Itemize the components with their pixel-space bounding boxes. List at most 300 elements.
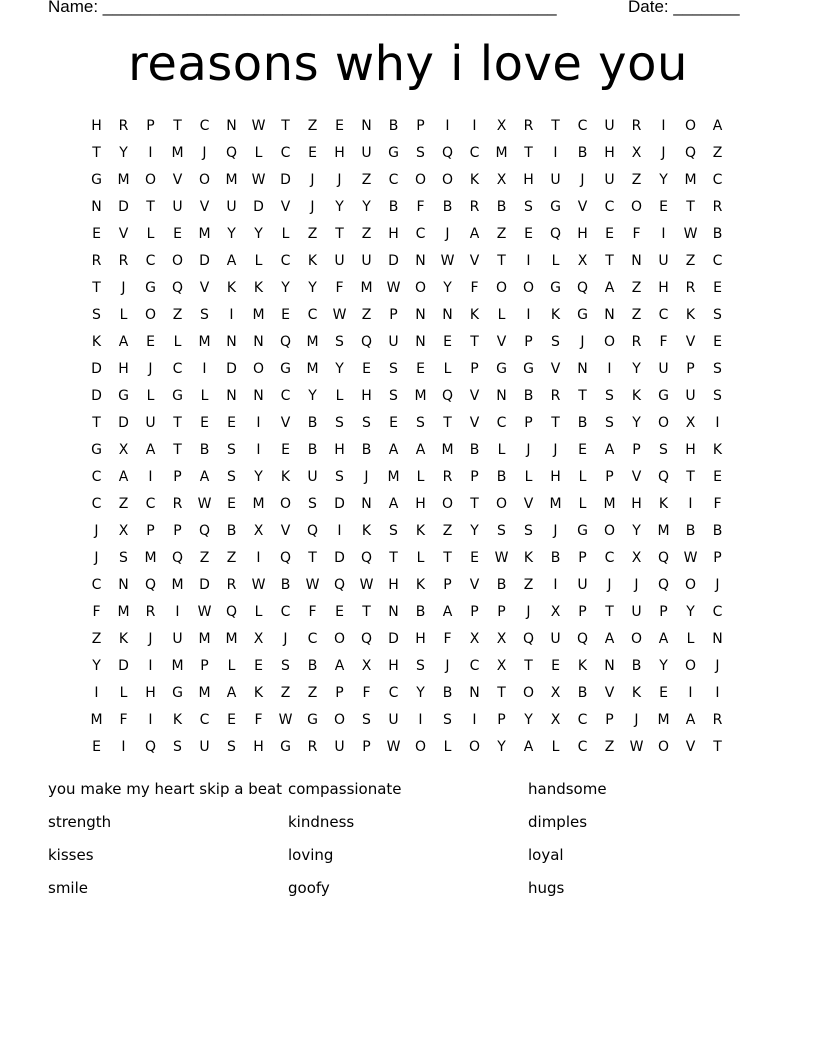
- grid-cell: L: [443, 361, 452, 377]
- grid-cell: P: [146, 523, 155, 539]
- grid-cell: U: [172, 631, 183, 647]
- grid-cell: M: [198, 685, 211, 701]
- grid-cell: P: [173, 469, 182, 485]
- grid-cell: Y: [659, 172, 668, 188]
- grid-cell: W: [440, 253, 455, 269]
- grid-cell: P: [578, 604, 587, 620]
- grid-cell: V: [469, 415, 480, 431]
- grid-cell: C: [199, 118, 210, 134]
- grid-cell: G: [577, 523, 588, 539]
- grid-cell: G: [172, 388, 183, 404]
- grid-cell: C: [388, 685, 399, 701]
- grid-cell: C: [712, 253, 723, 269]
- grid-cell: G: [388, 145, 399, 161]
- grid-cell: Z: [91, 631, 102, 647]
- grid-cell: K: [685, 307, 696, 323]
- grid-cell: Q: [549, 226, 562, 242]
- grid-cell: T: [173, 415, 182, 431]
- grid-cell: Y: [254, 226, 263, 242]
- grid-cell: N: [226, 118, 237, 134]
- grid-cell: X: [685, 415, 696, 431]
- grid-cell: I: [661, 118, 666, 134]
- grid-cell: U: [172, 199, 183, 215]
- word-list-item: smile: [48, 879, 88, 897]
- grid-row: [83, 653, 731, 680]
- grid-cell: W: [251, 172, 266, 188]
- grid-row: [83, 572, 731, 599]
- grid-cell: V: [469, 388, 480, 404]
- grid-cell: D: [388, 253, 399, 269]
- grid-cell: V: [199, 199, 210, 215]
- grid-cell: S: [443, 712, 452, 728]
- grid-cell: B: [415, 604, 426, 620]
- word-list-item: kisses: [48, 846, 94, 864]
- grid-row: [83, 734, 731, 761]
- grid-cell: N: [226, 334, 237, 350]
- grid-cell: S: [497, 523, 506, 539]
- grid-cell: J: [661, 145, 666, 161]
- grid-cell: I: [175, 604, 180, 620]
- grid-cell: C: [280, 253, 291, 269]
- grid-cell: U: [658, 253, 669, 269]
- grid-cell: R: [91, 253, 102, 269]
- grid-cell: X: [496, 118, 507, 134]
- word-list: [48, 779, 768, 911]
- grid-cell: P: [578, 550, 587, 566]
- grid-cell: L: [524, 469, 533, 485]
- grid-cell: G: [145, 280, 156, 296]
- grid-cell: L: [254, 145, 263, 161]
- grid-cell: O: [522, 280, 535, 296]
- grid-cell: O: [684, 658, 697, 674]
- grid-cell: M: [360, 280, 373, 296]
- grid-cell: E: [389, 415, 398, 431]
- puzzle-title: reasons why i love you: [128, 36, 688, 92]
- grid-cell: E: [524, 226, 533, 242]
- grid-cell: C: [172, 361, 183, 377]
- grid-cell: S: [605, 388, 614, 404]
- grid-cell: B: [496, 199, 507, 215]
- grid-cell: F: [470, 280, 479, 296]
- grid-cell: N: [415, 253, 426, 269]
- grid-cell: K: [118, 631, 129, 647]
- grid-cell: C: [604, 550, 615, 566]
- grid-cell: Q: [441, 388, 454, 404]
- grid-cell: O: [630, 199, 643, 215]
- grid-cell: W: [251, 118, 266, 134]
- grid-cell: T: [578, 388, 587, 404]
- grid-cell: Z: [361, 172, 372, 188]
- grid-cell: I: [418, 712, 423, 728]
- grid-cell: U: [604, 118, 615, 134]
- grid-cell: J: [553, 523, 558, 539]
- grid-cell: H: [334, 442, 345, 458]
- grid-cell: A: [469, 226, 480, 242]
- grid-cell: C: [388, 172, 399, 188]
- word-list-row: [48, 878, 768, 911]
- grid-cell: Q: [171, 280, 184, 296]
- grid-cell: E: [713, 334, 722, 350]
- grid-cell: Y: [335, 199, 344, 215]
- grid-cell: L: [146, 388, 155, 404]
- grid-cell: S: [416, 415, 425, 431]
- grid-cell: O: [441, 496, 454, 512]
- grid-cell: A: [199, 469, 210, 485]
- grid-cell: M: [198, 631, 211, 647]
- grid-cell: U: [307, 469, 318, 485]
- grid-cell: E: [713, 469, 722, 485]
- grid-cell: B: [307, 442, 318, 458]
- grid-cell: F: [308, 604, 317, 620]
- grid-cell: K: [226, 280, 237, 296]
- grid-cell: O: [333, 712, 346, 728]
- grid-cell: G: [280, 739, 291, 755]
- grid-cell: M: [657, 523, 670, 539]
- grid-cell: T: [497, 685, 506, 701]
- grid-cell: I: [148, 658, 153, 674]
- grid-cell: J: [202, 145, 207, 161]
- grid-cell: U: [145, 415, 156, 431]
- grid-cell: W: [683, 226, 698, 242]
- grid-cell: W: [386, 739, 401, 755]
- grid-cell: Z: [199, 550, 210, 566]
- grid-cell: O: [630, 631, 643, 647]
- grid-cell: B: [307, 658, 318, 674]
- grid-cell: A: [226, 253, 237, 269]
- grid-cell: C: [280, 604, 291, 620]
- grid-cell: N: [442, 307, 453, 323]
- grid-cell: S: [173, 739, 182, 755]
- grid-cell: K: [415, 523, 426, 539]
- grid-cell: E: [200, 415, 209, 431]
- grid-cell: Q: [144, 739, 157, 755]
- grid-cell: I: [256, 442, 261, 458]
- grid-cell: I: [148, 469, 153, 485]
- grid-cell: K: [415, 577, 426, 593]
- grid-cell: N: [712, 631, 723, 647]
- grid-cell: O: [657, 415, 670, 431]
- grid-cell: O: [333, 631, 346, 647]
- grid-cell: M: [414, 388, 427, 404]
- grid-cell: H: [361, 388, 372, 404]
- grid-cell: X: [253, 523, 264, 539]
- grid-cell: I: [688, 685, 693, 701]
- grid-cell: T: [308, 550, 317, 566]
- name-field-label: Name: ________________________________________________: [48, 0, 557, 16]
- grid-cell: A: [388, 442, 399, 458]
- grid-cell: C: [145, 253, 156, 269]
- grid-cell: H: [685, 442, 696, 458]
- grid-cell: G: [550, 280, 561, 296]
- grid-cell: P: [605, 469, 614, 485]
- grid-cell: B: [550, 550, 561, 566]
- grid-cell: I: [256, 550, 261, 566]
- grid-cell: V: [496, 334, 507, 350]
- grid-cell: T: [470, 334, 479, 350]
- grid-cell: O: [171, 253, 184, 269]
- grid-cell: H: [658, 280, 669, 296]
- grid-cell: L: [416, 550, 425, 566]
- grid-cell: S: [524, 199, 533, 215]
- grid-cell: W: [494, 550, 509, 566]
- grid-cell: E: [254, 658, 263, 674]
- grid-cell: B: [496, 577, 507, 593]
- grid-cell: M: [252, 307, 265, 323]
- grid-cell: F: [362, 685, 371, 701]
- grid-cell: Z: [226, 550, 237, 566]
- grid-cell: S: [524, 523, 533, 539]
- grid-cell: F: [254, 712, 263, 728]
- grid-cell: R: [145, 604, 156, 620]
- grid-cell: T: [497, 253, 506, 269]
- grid-cell: M: [171, 145, 184, 161]
- grid-cell: E: [578, 442, 587, 458]
- grid-cell: H: [388, 226, 399, 242]
- grid-cell: J: [148, 631, 153, 647]
- grid-cell: M: [495, 145, 508, 161]
- grid-cell: H: [145, 685, 156, 701]
- grid-cell: O: [144, 307, 157, 323]
- grid-cell: P: [362, 739, 371, 755]
- grid-cell: C: [280, 145, 291, 161]
- grid-cell: Q: [225, 145, 238, 161]
- grid-cell: R: [172, 496, 183, 512]
- grid-cell: U: [334, 739, 345, 755]
- grid-cell: Z: [307, 118, 318, 134]
- grid-cell: L: [497, 442, 506, 458]
- grid-cell: V: [469, 253, 480, 269]
- grid-cell: T: [524, 658, 533, 674]
- grid-cell: L: [146, 226, 155, 242]
- grid-cell: K: [631, 685, 642, 701]
- grid-cell: F: [335, 280, 344, 296]
- grid-cell: A: [523, 739, 534, 755]
- grid-cell: K: [280, 469, 291, 485]
- grid-cell: Q: [441, 145, 454, 161]
- grid-cell: E: [227, 712, 236, 728]
- grid-cell: V: [199, 280, 210, 296]
- grid-cell: J: [121, 280, 126, 296]
- date-field-label: Date: _______: [628, 0, 740, 16]
- grid-cell: Y: [470, 523, 479, 539]
- grid-cell: I: [337, 523, 342, 539]
- grid-cell: G: [577, 307, 588, 323]
- grid-cell: C: [577, 739, 588, 755]
- grid-cell: E: [470, 550, 479, 566]
- grid-cell: C: [307, 307, 318, 323]
- grid-cell: X: [496, 172, 507, 188]
- grid-cell: U: [388, 712, 399, 728]
- grid-cell: N: [631, 253, 642, 269]
- grid-cell: D: [334, 550, 345, 566]
- grid-cell: U: [199, 739, 210, 755]
- grid-cell: T: [92, 280, 101, 296]
- grid-cell: Y: [497, 739, 506, 755]
- grid-cell: B: [577, 685, 588, 701]
- grid-row: [83, 437, 731, 464]
- grid-cell: N: [577, 361, 588, 377]
- grid-cell: Y: [524, 712, 533, 728]
- grid-cell: B: [388, 118, 399, 134]
- grid-cell: R: [712, 712, 723, 728]
- grid-cell: I: [256, 415, 261, 431]
- grid-cell: N: [361, 118, 372, 134]
- grid-cell: G: [280, 361, 291, 377]
- grid-cell: B: [442, 199, 453, 215]
- grid-cell: N: [226, 388, 237, 404]
- grid-cell: A: [118, 334, 129, 350]
- grid-cell: X: [118, 523, 129, 539]
- grid-cell: L: [443, 739, 452, 755]
- word-list-row: [48, 812, 768, 845]
- grid-cell: Z: [523, 577, 534, 593]
- grid-cell: P: [443, 577, 452, 593]
- grid-cell: T: [335, 226, 344, 242]
- grid-cell: K: [523, 550, 534, 566]
- grid-cell: T: [551, 415, 560, 431]
- word-list-item: dimples: [528, 813, 588, 831]
- grid-cell: K: [550, 307, 561, 323]
- grid-cell: C: [469, 658, 480, 674]
- grid-cell: C: [280, 388, 291, 404]
- grid-cell: X: [496, 631, 507, 647]
- grid-cell: E: [308, 145, 317, 161]
- grid-cell: R: [631, 334, 642, 350]
- grid-cell: C: [91, 469, 102, 485]
- grid-cell: B: [226, 523, 237, 539]
- grid-cell: S: [551, 334, 560, 350]
- grid-cell: N: [415, 307, 426, 323]
- word-list-item: loving: [288, 846, 334, 864]
- grid-cell: P: [659, 604, 668, 620]
- grid-cell: V: [280, 415, 291, 431]
- grid-cell: L: [281, 226, 290, 242]
- grid-cell: R: [685, 280, 696, 296]
- grid-cell: W: [629, 739, 644, 755]
- grid-cell: I: [472, 712, 477, 728]
- grid-cell: K: [577, 658, 588, 674]
- grid-cell: I: [148, 712, 153, 728]
- grid-cell: O: [414, 280, 427, 296]
- grid-cell: Q: [360, 550, 373, 566]
- grid-cell: A: [145, 442, 156, 458]
- grid-cell: J: [715, 577, 720, 593]
- grid-cell: G: [307, 712, 318, 728]
- grid-cell: L: [173, 334, 182, 350]
- grid-cell: B: [712, 523, 723, 539]
- grid-cell: R: [118, 118, 129, 134]
- grid-cell: Q: [576, 280, 589, 296]
- grid-cell: Q: [333, 577, 346, 593]
- grid-cell: M: [684, 172, 697, 188]
- grid-cell: O: [522, 685, 535, 701]
- grid-cell: Q: [144, 577, 157, 593]
- grid-cell: B: [442, 685, 453, 701]
- grid-cell: T: [146, 199, 155, 215]
- grid-cell: Y: [254, 469, 263, 485]
- grid-cell: J: [634, 577, 639, 593]
- grid-cell: S: [389, 523, 398, 539]
- grid-cell: C: [415, 226, 426, 242]
- grid-cell: T: [524, 145, 533, 161]
- grid-cell: Z: [172, 307, 183, 323]
- grid-cell: Y: [416, 685, 425, 701]
- grid-cell: Y: [227, 226, 236, 242]
- grid-cell: R: [523, 118, 534, 134]
- grid-cell: W: [359, 577, 374, 593]
- grid-cell: X: [631, 145, 642, 161]
- grid-cell: M: [306, 361, 319, 377]
- grid-cell: E: [227, 415, 236, 431]
- grid-cell: P: [416, 118, 425, 134]
- grid-cell: T: [605, 253, 614, 269]
- grid-cell: C: [604, 199, 615, 215]
- grid-cell: D: [91, 361, 102, 377]
- grid-cell: Q: [279, 550, 292, 566]
- grid-cell: F: [416, 199, 425, 215]
- grid-cell: B: [469, 442, 480, 458]
- grid-cell: T: [686, 469, 695, 485]
- grid-row: [83, 356, 731, 383]
- grid-cell: I: [526, 307, 531, 323]
- grid-cell: L: [119, 685, 128, 701]
- grid-cell: E: [551, 658, 560, 674]
- grid-cell: R: [712, 199, 723, 215]
- grid-cell: L: [416, 469, 425, 485]
- grid-cell: P: [497, 712, 506, 728]
- grid-cell: B: [577, 145, 588, 161]
- grid-cell: L: [497, 307, 506, 323]
- grid-cell: S: [335, 415, 344, 431]
- grid-row: [83, 167, 731, 194]
- grid-cell: X: [631, 550, 642, 566]
- grid-cell: L: [119, 307, 128, 323]
- grid-cell: Q: [657, 577, 670, 593]
- grid-cell: Y: [443, 280, 452, 296]
- grid-cell: C: [577, 712, 588, 728]
- grid-cell: Z: [712, 145, 723, 161]
- grid-cell: J: [94, 523, 99, 539]
- grid-cell: J: [364, 469, 369, 485]
- grid-cell: B: [199, 442, 210, 458]
- grid-cell: L: [200, 388, 209, 404]
- grid-cell: S: [389, 388, 398, 404]
- grid-cell: C: [199, 712, 210, 728]
- grid-cell: I: [688, 496, 693, 512]
- grid-cell: V: [577, 199, 588, 215]
- grid-cell: B: [631, 658, 642, 674]
- grid-cell: B: [361, 442, 372, 458]
- grid-cell: T: [173, 442, 182, 458]
- grid-cell: P: [470, 469, 479, 485]
- grid-cell: U: [361, 253, 372, 269]
- grid-cell: Z: [307, 226, 318, 242]
- grid-cell: X: [496, 658, 507, 674]
- grid-cell: J: [283, 631, 288, 647]
- grid-cell: A: [334, 658, 345, 674]
- grid-cell: T: [362, 604, 371, 620]
- grid-row: [83, 113, 731, 140]
- grid-row: [83, 545, 731, 572]
- grid-cell: Q: [171, 550, 184, 566]
- grid-cell: Q: [657, 469, 670, 485]
- grid-cell: A: [415, 442, 426, 458]
- grid-cell: A: [604, 280, 615, 296]
- grid-cell: P: [713, 550, 722, 566]
- word-list-item: hugs: [528, 879, 565, 897]
- grid-cell: K: [253, 280, 264, 296]
- grid-cell: A: [388, 496, 399, 512]
